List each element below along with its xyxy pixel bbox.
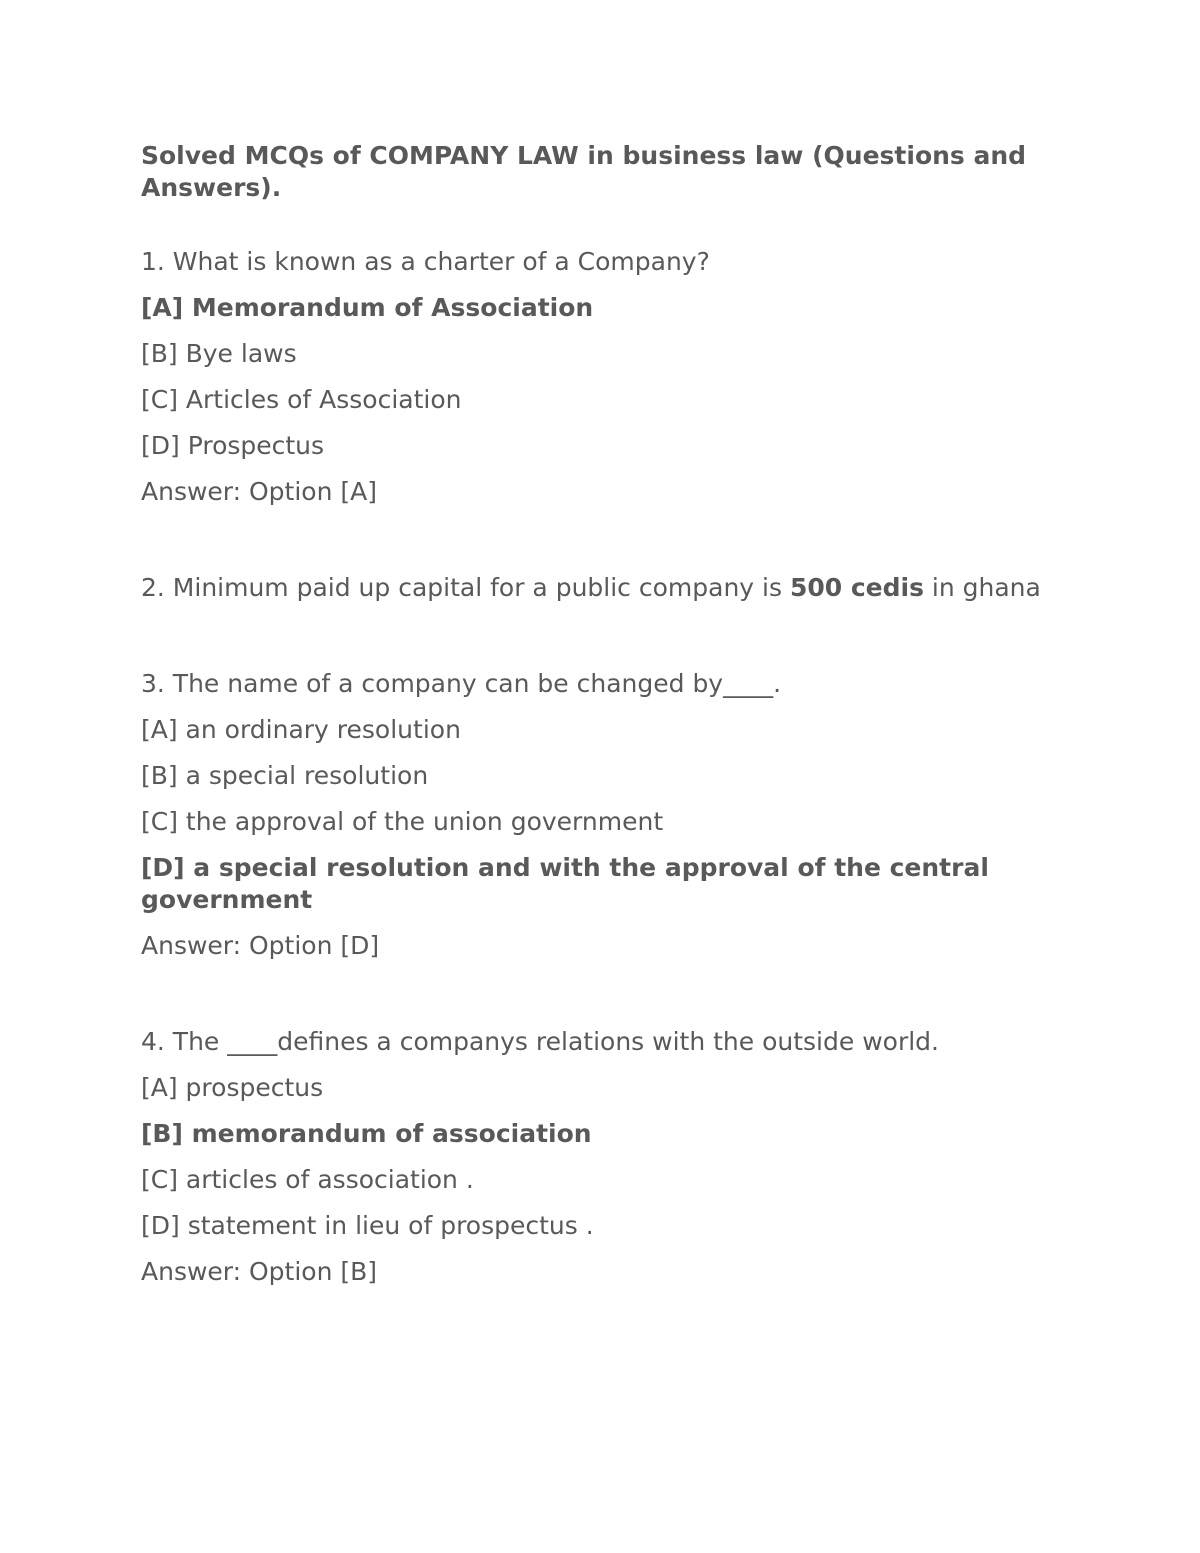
question-4-option-a: [A] prospectus [141, 1073, 324, 1102]
question-3-option-d: [D] a special resolution and with the approval of the central government [141, 853, 989, 914]
question-2-text-bold: 500 cedis [789, 573, 924, 602]
question-4-answer: Answer: Option [B] [141, 1257, 378, 1286]
document-title: Solved MCQs of COMPANY LAW in business law (Questions and Answers). [141, 141, 1027, 202]
question-2-text-after: in ghana [923, 573, 1041, 602]
question-3-option-c: [C] the approval of the union government [141, 807, 664, 836]
question-3-text: 3. The name of a company can be changed by____. [141, 669, 782, 698]
question-1-option-b: [B] Bye laws [141, 339, 297, 368]
question-1-text: 1. What is known as a charter of a Company? [141, 247, 710, 276]
question-3-option-b: [B] a special resolution [141, 761, 429, 790]
question-2-text [141, 572, 1061, 604]
question-1-option-a: [A] Memorandum of Association [141, 293, 594, 322]
question-3 [141, 668, 1061, 962]
question-4-option-c: [C] articles of association . [141, 1165, 474, 1194]
question-4-text: 4. The ____defines a companys relations with the outside world. [141, 1027, 939, 1056]
question-2 [141, 572, 1061, 604]
question-1-option-d: [D] Prospectus [141, 431, 325, 460]
document-page [141, 140, 1061, 1288]
question-1-answer: Answer: Option [A] [141, 477, 377, 506]
question-4 [141, 1026, 1061, 1288]
question-4-option-b: [B] memorandum of association [141, 1119, 592, 1148]
question-3-option-a: [A] an ordinary resolution [141, 715, 461, 744]
question-1-option-c: [C] Articles of Association [141, 385, 462, 414]
question-1 [141, 246, 1061, 508]
question-3-answer: Answer: Option [D] [141, 931, 380, 960]
question-2-text-before: 2. Minimum paid up capital for a public company is [141, 573, 790, 602]
question-4-option-d: [D] statement in lieu of prospectus . [141, 1211, 594, 1240]
